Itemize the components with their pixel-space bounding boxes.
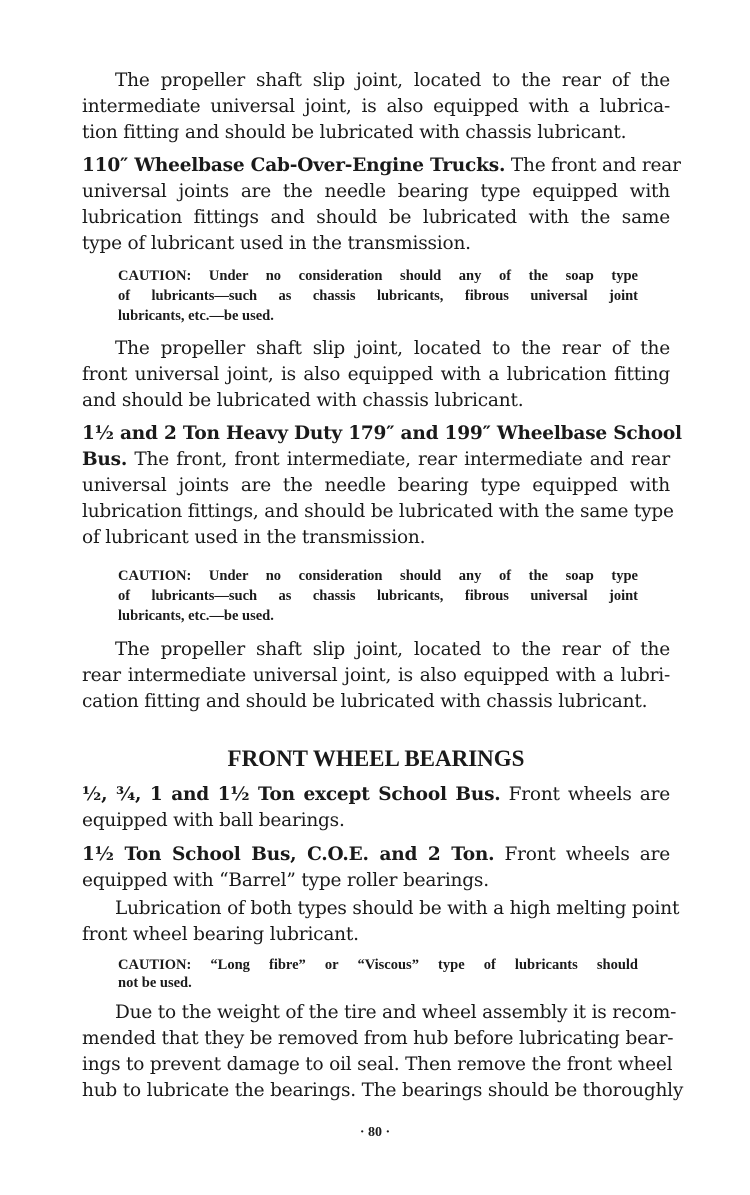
caution-line: of lubricants—such as chassis lubricants, fibrous universal joint [118,288,638,304]
run-in-heading: 1½ and 2 Ton Heavy Duty 179″ and 199″ Wheelbase School [82,423,682,444]
paragraph-line: The propeller shaft slip joint, located to the rear of the [115,338,670,359]
caution-line: not be used. [118,975,192,991]
paragraph-line: lubrication fittings, and should be lubricated with the same type [82,501,674,522]
run-in-heading: 1½ Ton School Bus, C.O.E. and 2 Ton. [82,844,495,865]
paragraph-line: front universal joint, is also equipped with a lubrication fitting [82,364,670,385]
page-number: · 80 · [359,1125,391,1140]
paragraph-line: cation fitting and should be lubricated with chassis lubricant. [82,691,648,712]
paragraph-line: Lubrication of both types should be with a high melting point [115,898,680,919]
caution-line: CAUTION: Under no consideration should any of the soap type [118,568,638,584]
paragraph-line: equipped with “Barrel” type roller bearings. [82,870,489,891]
paragraph-line: hub to lubricate the bearings. The bearings should be thoroughly [82,1080,684,1101]
paragraph-line: The propeller shaft slip joint, located to the rear of the [115,70,670,91]
run-in-heading: 110″ Wheelbase Cab-Over-Engine Trucks. [82,155,506,176]
paragraph-line: 1½ Ton School Bus, C.O.E. and 2 Ton. Front wheels are [82,844,670,865]
caution-line: lubricants, etc.—be used. [118,608,274,624]
paragraph-line: lubrication fittings and should be lubricated with the same [82,207,670,228]
caution-line: CAUTION: Under no consideration should any of the soap type [118,268,638,284]
paragraph-line: 110″ Wheelbase Cab-Over-Engine Trucks. The front and rear [82,155,681,176]
paragraph-line: of lubricant used in the transmission. [82,527,426,548]
paragraph-line: front wheel bearing lubricant. [82,924,359,945]
run-in-heading: Bus. [82,449,128,470]
paragraph-line: mended that they be removed from hub before lubricating bear- [82,1028,674,1049]
paragraph-line: ings to prevent damage to oil seal. Then remove the front wheel [82,1054,673,1075]
paragraph-line [82,421,682,447]
paragraph-line: The propeller shaft slip joint, located to the rear of the [115,639,670,660]
paragraph-line: universal joints are the needle bearing type equipped with [82,181,670,202]
section-heading: FRONT WHEEL BEARINGS [227,746,525,771]
paragraph-line: and should be lubricated with chassis lubricant. [82,390,524,411]
run-in-heading: ½, ¾, 1 and 1½ Ton except School Bus. [82,784,501,805]
paragraph-line: equipped with ball bearings. [82,810,345,831]
paragraph-line: Bus. The front, front intermediate, rear intermediate and rear [82,449,670,470]
paragraph-line: rear intermediate universal joint, is also equipped with a lubri- [82,665,670,686]
paragraph-line: Due to the weight of the tire and wheel assembly it is recom- [115,1002,677,1023]
paragraph-line: ½, ¾, 1 and 1½ Ton except School Bus. Front wheels are [82,784,671,805]
caution-line: lubricants, etc.—be used. [118,308,274,324]
caution-line: CAUTION: “Long fibre” or “Viscous” type of lubricants should [118,957,638,973]
paragraph-line: type of lubricant used in the transmission. [82,233,471,254]
paragraph-line: tion fitting and should be lubricated with chassis lubricant. [82,122,627,143]
caution-line: of lubricants—such as chassis lubricants, fibrous universal joint [118,588,638,604]
paragraph-line: universal joints are the needle bearing type equipped with [82,475,670,496]
paragraph-line: intermediate universal joint, is also equipped with a lubrica- [82,96,670,117]
